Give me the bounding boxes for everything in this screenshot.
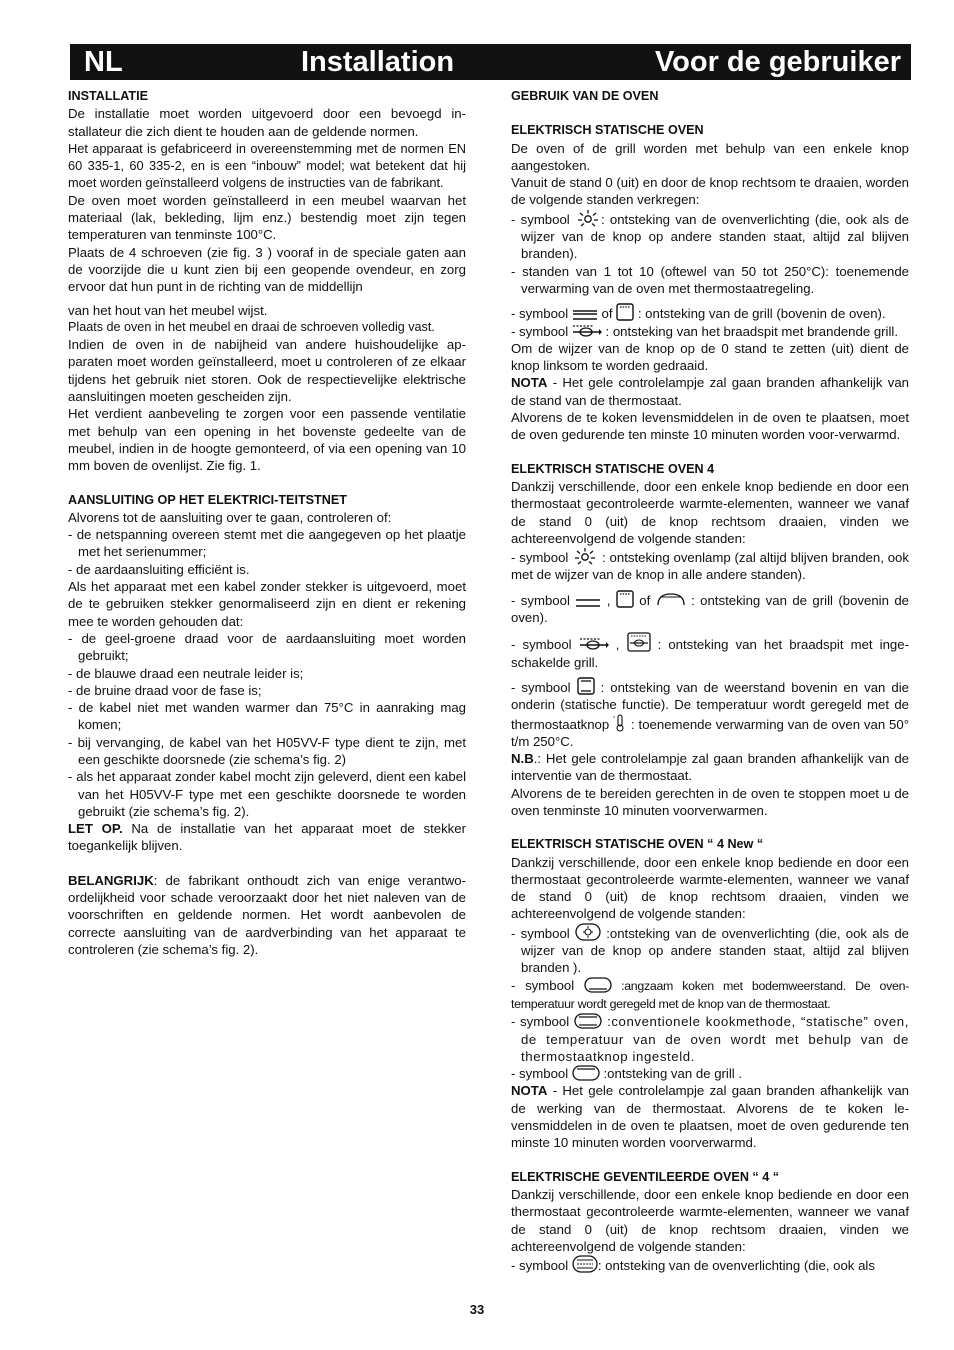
paragraph: Als het apparaat met een kabel zonder stekker is uitgevoerd, moet de te gebruiken stekker genormaliseerd zijn en dient er rekening mee te worden gehouden dat: bbox=[68, 579, 466, 629]
list-item bbox=[511, 209, 909, 263]
section-heading: ELEKTRISCH STATISCHE OVEN “ 4 New “ bbox=[511, 837, 764, 852]
paragraph: Dankzij verschillende, door een enkele knop bediende en door een thermostaat gecontroleerde warmte-elementen, wanneer we vanaf de stand 0 (uit) de knop rechtsom draaien, vinden we achtereenvolgend de volgende standen: bbox=[511, 1186, 909, 1254]
list-item bbox=[511, 303, 909, 322]
top-grill-icon bbox=[656, 592, 686, 608]
rotisserie-spit-icon bbox=[627, 632, 651, 652]
paragraph: Plaats de oven in het meubel en draai de schroeven volledig vast. bbox=[68, 319, 435, 334]
item-text: : ontsteking van de ovenverlichting (die, ook als de wijzer van de knop op andere standen staat, altijd zal blijven branden). bbox=[521, 211, 910, 262]
list-item: - standen van 1 tot 10 (oftewel van 50 tot 250°C): toenemende verwarming van de oven met thermostaatregeling. bbox=[511, 263, 909, 296]
lamp-icon bbox=[575, 923, 601, 941]
paragraph: Het verdient aanbeveling te zorgen voor een passende ventilatie met behulp van een opening in het bovenste gedeelte van de meubel, indien in de hoogte gemonteerd, of via een opening van 10 mm boven de ovenlijst. Zie fig. 1. bbox=[68, 406, 466, 474]
item-text: : ontsteking van de weerstand bovenin en van die onderin (statische functie). De temperatuur wordt geregeld met de thermostaatknop bbox=[511, 679, 909, 732]
item-text: - symbool bbox=[511, 592, 576, 608]
paragraph: van het hout van het meubel wijst. bbox=[68, 302, 268, 318]
left-column bbox=[68, 88, 466, 958]
belangrijk-paragraph bbox=[68, 872, 466, 958]
nota-paragraph bbox=[511, 374, 909, 409]
paragraph: Alvorens de te bereiden gerechten in de oven te stoppen moet u de oven tenminste 10 minuten voorverwarmen. bbox=[511, 785, 909, 818]
item-text: , bbox=[608, 637, 627, 653]
item-text: - symbool bbox=[511, 925, 575, 941]
paragraph: Alvorens tot de aansluiting over te gaan, controleren of: bbox=[68, 509, 392, 525]
section-heading: ELEKTRISCH STATISCHE OVEN bbox=[511, 123, 704, 138]
list-item bbox=[511, 1013, 909, 1065]
static-oven-icon bbox=[577, 677, 595, 695]
gebruik-heading: GEBRUIK VAN DE OVEN bbox=[511, 89, 659, 103]
rotisserie-spit-icon bbox=[579, 636, 609, 652]
list-item bbox=[511, 547, 909, 584]
nota-label: NOTA bbox=[511, 375, 548, 391]
list-item: - de aardaansluiting efficiënt is. bbox=[68, 561, 250, 577]
paragraph: De installatie moet worden uitgevoerd door een bevoegd in-stallateur die zich dient te houden aan de geldende normen. bbox=[68, 106, 466, 139]
letop-label: LET OP. bbox=[68, 821, 123, 837]
list-item bbox=[511, 590, 909, 627]
list-item: - de netspanning overeen stemt met die aangegeven op het plaatje met het serienummer; bbox=[68, 527, 466, 560]
nb-paragraph bbox=[511, 750, 909, 785]
nb-label: N.B bbox=[511, 751, 534, 767]
item-text: : ontsteking van de grill (bovenin de oven). bbox=[634, 306, 886, 322]
item-text: of bbox=[633, 592, 656, 608]
right-column bbox=[511, 88, 909, 1274]
item-text: : toenemende verwarming van de oven van 50° t/m 250°C. bbox=[511, 716, 909, 749]
item-text: - symbool bbox=[511, 977, 584, 993]
item-text: : ontsteking van de grill (bovenin de oven). bbox=[511, 592, 910, 626]
item-text: - symbool bbox=[511, 1014, 574, 1030]
list-item bbox=[511, 323, 909, 340]
top-grill-icon bbox=[572, 1065, 600, 1081]
list-item: - de bruine draad voor de fase is; bbox=[68, 682, 262, 698]
item-text: - symbool bbox=[511, 306, 572, 322]
list-item bbox=[511, 677, 909, 750]
item-text: :ontsteking van de grill . bbox=[599, 1066, 743, 1082]
paragraph: Dankzij verschillende, door een enkele knop bediende en door een thermostaat gecontroleerde warmte-elementen, wanneer we vanaf de stand 0 (uit) de knop rechtsom draaien, vinden we achtereenvolgend de volgende standen: bbox=[511, 478, 909, 546]
header-installation: Installation bbox=[301, 46, 455, 78]
item-text: : ontsteking van het braadspit met brandende grill. bbox=[601, 323, 898, 339]
item-text: : ontsteking van het braadspit met inge-schakelde grill. bbox=[511, 637, 909, 670]
list-item: - de geel-groene draad voor de aardaansluiting moet worden gebruikt; bbox=[68, 630, 466, 664]
page-header bbox=[70, 44, 911, 80]
rotisserie-spit-icon bbox=[572, 323, 602, 339]
item-text: - symbool bbox=[511, 550, 573, 566]
paragraph: Vanuit de stand 0 (uit) en door de knop rechtsom te draaien, worden de volgende standen verkregen: bbox=[511, 175, 909, 208]
item-text: - symbool bbox=[511, 679, 577, 695]
aansluiting-heading: AANSLUITING OP HET ELEKTRICI-TEITSTNET bbox=[68, 492, 347, 507]
list-item bbox=[511, 923, 909, 977]
list-item bbox=[511, 1065, 909, 1082]
belangrijk-label: BELANGRIJK bbox=[68, 872, 154, 888]
paragraph: De oven moet worden geïnstalleerd in een meubel waarvan het materiaal (lak, bekleding, lijm enz.) bestendig moet zijn tegen temperaturen van tenminste 100°C. bbox=[68, 192, 466, 243]
svg-text:°: ° bbox=[613, 715, 616, 722]
letop-text: Na de installatie van het apparaat moet de stekker toegankelijk blijven. bbox=[68, 821, 466, 854]
bottom-heat-icon bbox=[584, 977, 612, 993]
nota-text: - Het gele controlelampje zal gaan branden afhankelijk van de werking van de thermostaat. Alvorens de te koken le-vensmiddelen in de oven te plaatsen, moet de oven gedurende ten minste 10 minuten worden voorverwarmd. bbox=[511, 1083, 909, 1151]
item-text: - symbool bbox=[511, 1066, 572, 1082]
item-text: : ontsteking van de ovenverlichting (die, ook als bbox=[597, 1258, 875, 1274]
item-text: : ontsteking ovenlamp (zal altijd blijven branden, ook met de wijzer van de knop in alle andere standen). bbox=[511, 550, 909, 583]
list-item bbox=[511, 1255, 909, 1274]
installatie-heading: INSTALLATIE bbox=[68, 89, 148, 103]
header-user: Voor de gebruiker bbox=[654, 46, 901, 78]
nb-text: .: Het gele controlelampje zal gaan branden afhankelijk van de interventie van de thermostaat. bbox=[511, 751, 909, 784]
item-text: of bbox=[597, 306, 617, 322]
list-item: - als het apparaat zonder kabel mocht zijn geleverd, dient een kabel van het H05VV-F type met een geschikte doorsnede te worden gebruikt (zie schema’s fig. 2). bbox=[68, 769, 466, 819]
section-heading: ELEKTRISCHE GEVENTILEERDE OVEN “ 4 “ bbox=[511, 1169, 780, 1184]
item-text: - symbool bbox=[511, 323, 572, 339]
section-heading: ELEKTRISCH STATISCHE OVEN 4 bbox=[511, 461, 715, 476]
page-number: 33 bbox=[469, 1302, 485, 1317]
grill-box-icon bbox=[616, 303, 634, 321]
item-text: :conventionele kookmethode, “statische” oven, de temperatuur van de oven wordt met behulp van de thermostaatknop ingesteld. bbox=[521, 1014, 910, 1064]
item-text: :angzaam koken met bodemweerstand. De oven-temperatuur wordt geregeld met de knop van de thermostaat. bbox=[511, 978, 909, 1011]
list-item: - de kabel niet met wanden warmer dan 75°C in aanraking mag komen; bbox=[68, 700, 466, 733]
item-text: - symbool bbox=[511, 637, 579, 653]
paragraph: Het apparaat is gefabriceerd in overeenstemming met de normen EN 60 335-1, 60 335-2, en is een “inbouw” model; wat betekent dat hij moet worden geïnstalleerd volgens de instructies van de fabrikant. bbox=[68, 140, 466, 191]
letop-paragraph bbox=[68, 820, 466, 855]
grill-bar-icon bbox=[575, 594, 601, 608]
paragraph: Alvorens de te koken levensmiddelen in de oven te plaatsen, moet de oven gedurende ten minste 10 minuten worden voor-verwarmd. bbox=[511, 410, 909, 443]
paragraph: Om de wijzer van de knop op de 0 stand te zetten (uit) dient de knop linksom te worden gedraaid. bbox=[511, 340, 909, 374]
belangrijk-text: : de fabrikant onthoudt zich van enige verantwo-ordelijkheid voor schade veroorzaakt door het niet naleven van de voorschriften en geldende normen. Het wordt aanbevolen de correcte aansluiting van de aardverbinding van het apparaat te controleren (zie schema’s fig. 2). bbox=[68, 872, 466, 957]
paragraph: Plaats de 4 schroeven (zie fig. 3 ) vooraf in de speciale gaten aan de voorzijde die u kunt zien bij een geopende ovendeur, en zorg ervoor dat hun punt in de richting van de middellijn bbox=[68, 244, 466, 295]
nota-label: NOTA bbox=[511, 1083, 548, 1099]
paragraph: De oven of de grill worden met behulp van een enkele knop aangestoken. bbox=[511, 140, 909, 173]
nota-paragraph bbox=[511, 1082, 909, 1151]
list-item: - de blauwe draad een neutrale leider is; bbox=[68, 665, 304, 681]
paragraph: Indien de oven in de nabijheid van andere huishoudelijke ap-paraten moet worden geïnstalleerd, moet u controleren of ze elkaar tijdens het gebruik niet storen. Ook de respectievelijke elektrische aansluitingen moeten gescheiden zijn. bbox=[68, 337, 466, 405]
thermometer-icon bbox=[613, 714, 627, 732]
paragraph: Dankzij verschillende, door een enkele knop bediende en door een thermostaat gecontroleerde warmte-elementen, wanneer we vanaf de stand 0 (uit) de knop rechtsom draaien, vinden we achtereenvolgend de volgende standen: bbox=[511, 854, 909, 922]
lamp-icon bbox=[572, 547, 598, 565]
list-item: - bij vervanging, de kabel van het H05VV-F type dient te zijn, met een geschikte doorsnede (zie schema’s fig. 2) bbox=[68, 734, 466, 767]
item-text: - symbool bbox=[511, 1258, 572, 1274]
list-item bbox=[511, 977, 909, 1014]
grill-bar-icon bbox=[572, 307, 598, 321]
language-code: NL bbox=[84, 46, 123, 78]
item-text: , bbox=[601, 592, 616, 608]
lamp-icon bbox=[575, 209, 601, 227]
list-item bbox=[511, 632, 909, 671]
item-text: - symbool bbox=[511, 211, 575, 227]
fan-lamp-icon bbox=[572, 1255, 598, 1273]
static-oven-icon bbox=[574, 1013, 602, 1029]
grill-box-icon bbox=[616, 590, 634, 608]
item-text: :ontsteking van de ovenverlichting (die, ook als de wijzer van de knop op andere standen staat, altijd zal blijven branden ). bbox=[521, 925, 910, 976]
nota-text: - Het gele controlelampje zal gaan branden afhankelijk van de stand van de thermostaat. bbox=[511, 375, 909, 408]
